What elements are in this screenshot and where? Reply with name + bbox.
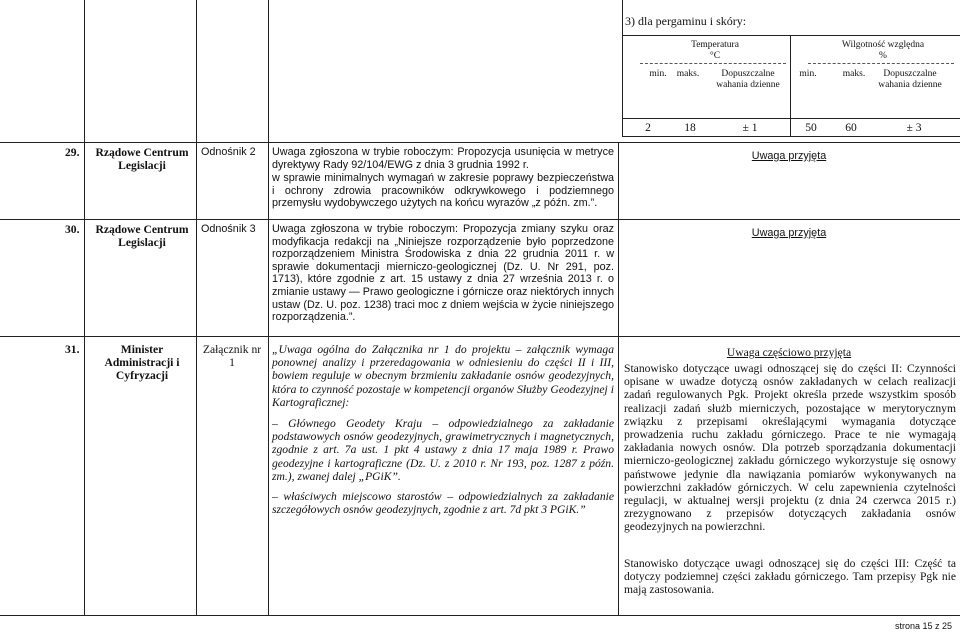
row-author: Rządowe Centrum Legislacji bbox=[95, 223, 189, 250]
row-number: 30. bbox=[65, 223, 80, 236]
page-number: strona 15 z 25 bbox=[894, 621, 952, 631]
temp-allowed-header: Dopuszczalne wahania dzienne bbox=[716, 69, 780, 90]
hum-min-header: min. bbox=[799, 69, 817, 79]
row-author: Minister Administracji i Cyfryzacji bbox=[104, 343, 180, 383]
row-author: Rządowe Centrum Legislacji bbox=[95, 146, 189, 173]
value-temp-allowed: ± 1 bbox=[742, 121, 758, 134]
top-table-caption: 3) dla pergaminu i skóry: bbox=[625, 14, 747, 28]
value-hum-allowed: ± 3 bbox=[906, 121, 922, 134]
row-reference: Odnośnik 2 bbox=[201, 146, 256, 158]
humidity-header: Wilgotność względna % bbox=[841, 40, 925, 61]
value-temp-max: 18 bbox=[684, 121, 696, 134]
value-hum-max: 60 bbox=[845, 121, 857, 134]
row-decision-text-2: Stanowisko dotyczące uwagi odnoszącej się do części III: Część ta dotyczy podziemnej części zakładu górniczego. Tam przepisy Pgk nie mają zastosowania. bbox=[624, 557, 956, 597]
value-temp-min: 2 bbox=[645, 121, 651, 134]
row-number: 31. bbox=[65, 343, 80, 356]
row-comment-text-b: w sprawie minimalnych wymagań w zakresie poprawy bezpieczeństwa i ochrony zdrowia pracowników odkrywkowego i podziemnego przemysłu wydobywczego użytych na końcu wyrazów „z późn. zm.”. bbox=[272, 172, 614, 210]
hum-max-header: maks. bbox=[842, 69, 866, 79]
temp-min-header: min. bbox=[649, 69, 667, 79]
row-reference: Załącznik nr 1 bbox=[202, 343, 262, 370]
row-comment-text: Uwaga zgłoszona w trybie roboczym: Propozycja zmiany szyku oraz modyfikacja redakcji na „Niniejsze rozporządzenie było poprzedzone rozporządzeniem Ministra Środowiska z dnia 22 grudnia 2011 r. w sprawie dokumentacji mierniczo-geologicznej (Dz. U. Nr 291, poz. 1713), które zgodnie z art. 15 ustawy z dnia 27 września 2013 r. o zmianie ustawy — Prawo geologiczne i górnicze oraz niektórych innych ustaw (Dz. U. poz. 1238) traci moc z dniem wejścia w życie niniejszego rozporządzenia.”. bbox=[272, 223, 614, 324]
row-decision: Uwaga przyjęta bbox=[751, 227, 827, 239]
hum-allowed-header: Dopuszczalne wahania dzienne bbox=[878, 69, 942, 90]
row-comment-bullet-2: – właściwych miejscowo starostów – odpowiedzialnych za zakładanie szczegółowych osnów geodezyjnych, zgodnie z art. 7d pkt 3 PGiK.” bbox=[272, 490, 614, 517]
row-number: 29. bbox=[65, 146, 80, 159]
row-reference: Odnośnik 3 bbox=[201, 223, 256, 235]
temp-header: Temperatura °C bbox=[691, 40, 739, 61]
row-decision: Uwaga przyjęta bbox=[751, 150, 827, 162]
row-comment-text-a: Uwaga zgłoszona w trybie roboczym: Propozycja usunięcia w metryce dyrektywy Rady 92/104/EWG z dnia 3 grudnia 1992 r. bbox=[272, 146, 614, 171]
row-comment-bullet-1: – Głównego Geodety Kraju – odpowiedzialnego za zakładanie podstawowych osnów geodezyjnych, grawimetrycznych i magnetycznych, zgodnie z art. 7a ust. 1 pkt 4 ustawy z dnia 17 maja 1989 r. Prawo geodezyjne i kartograficzne (Dz. U. z 2010 r. Nr 193, poz. 1287 z późn. zm.), zwanej dalej „PGiK”. bbox=[272, 417, 614, 483]
row-decision: Uwaga częściowo przyjęta bbox=[726, 346, 852, 359]
value-hum-min: 50 bbox=[805, 121, 817, 134]
row-comment-text: „Uwaga ogólna do Załącznika nr 1 do projektu – załącznik wymaga ponownej analizy i przeredagowania w odniesieniu do części II i III, bowiem reguluje w obecnym brzmieniu zakładanie osnów geodezyjnych, która to czynność pozostaje w kompetencji organów Służby Geodezyjnej i Kartograficznej: bbox=[272, 343, 614, 409]
row-decision-text-1: Stanowisko dotyczące uwagi odnoszącej się do części II: Czynności opisane w uwadze dotyczą osnów zakładanych w celach realizacji zadań regulowanych Pgk. Projekt określa przede wszystkim sposób realizacji zadań służb mierniczych, pozostające w merytorycznym związku z przepisami określającymi wymagania dotyczące prowadzenia ruchu zakładu górniczego. Prace te nie wymagają zakładania nowych osnów. Dla potrzeb sporządzania dokumentacji mierniczo-geologicznej zakładu górniczego wykorzystuje się osnowy państwowe jedynie dla nawiązania pomiarów wykonywanych na powierzchni zakładów górniczych. W celu zapewnienia czytelności regulacji, w aktualnej wersji projektu (z dnia 24 czerwca 2015 r.) zrezygnowano z przepisów dotyczących zakładania osnów geodezyjnych na powierzchni. bbox=[624, 362, 956, 534]
temp-max-header: maks. bbox=[676, 69, 700, 79]
